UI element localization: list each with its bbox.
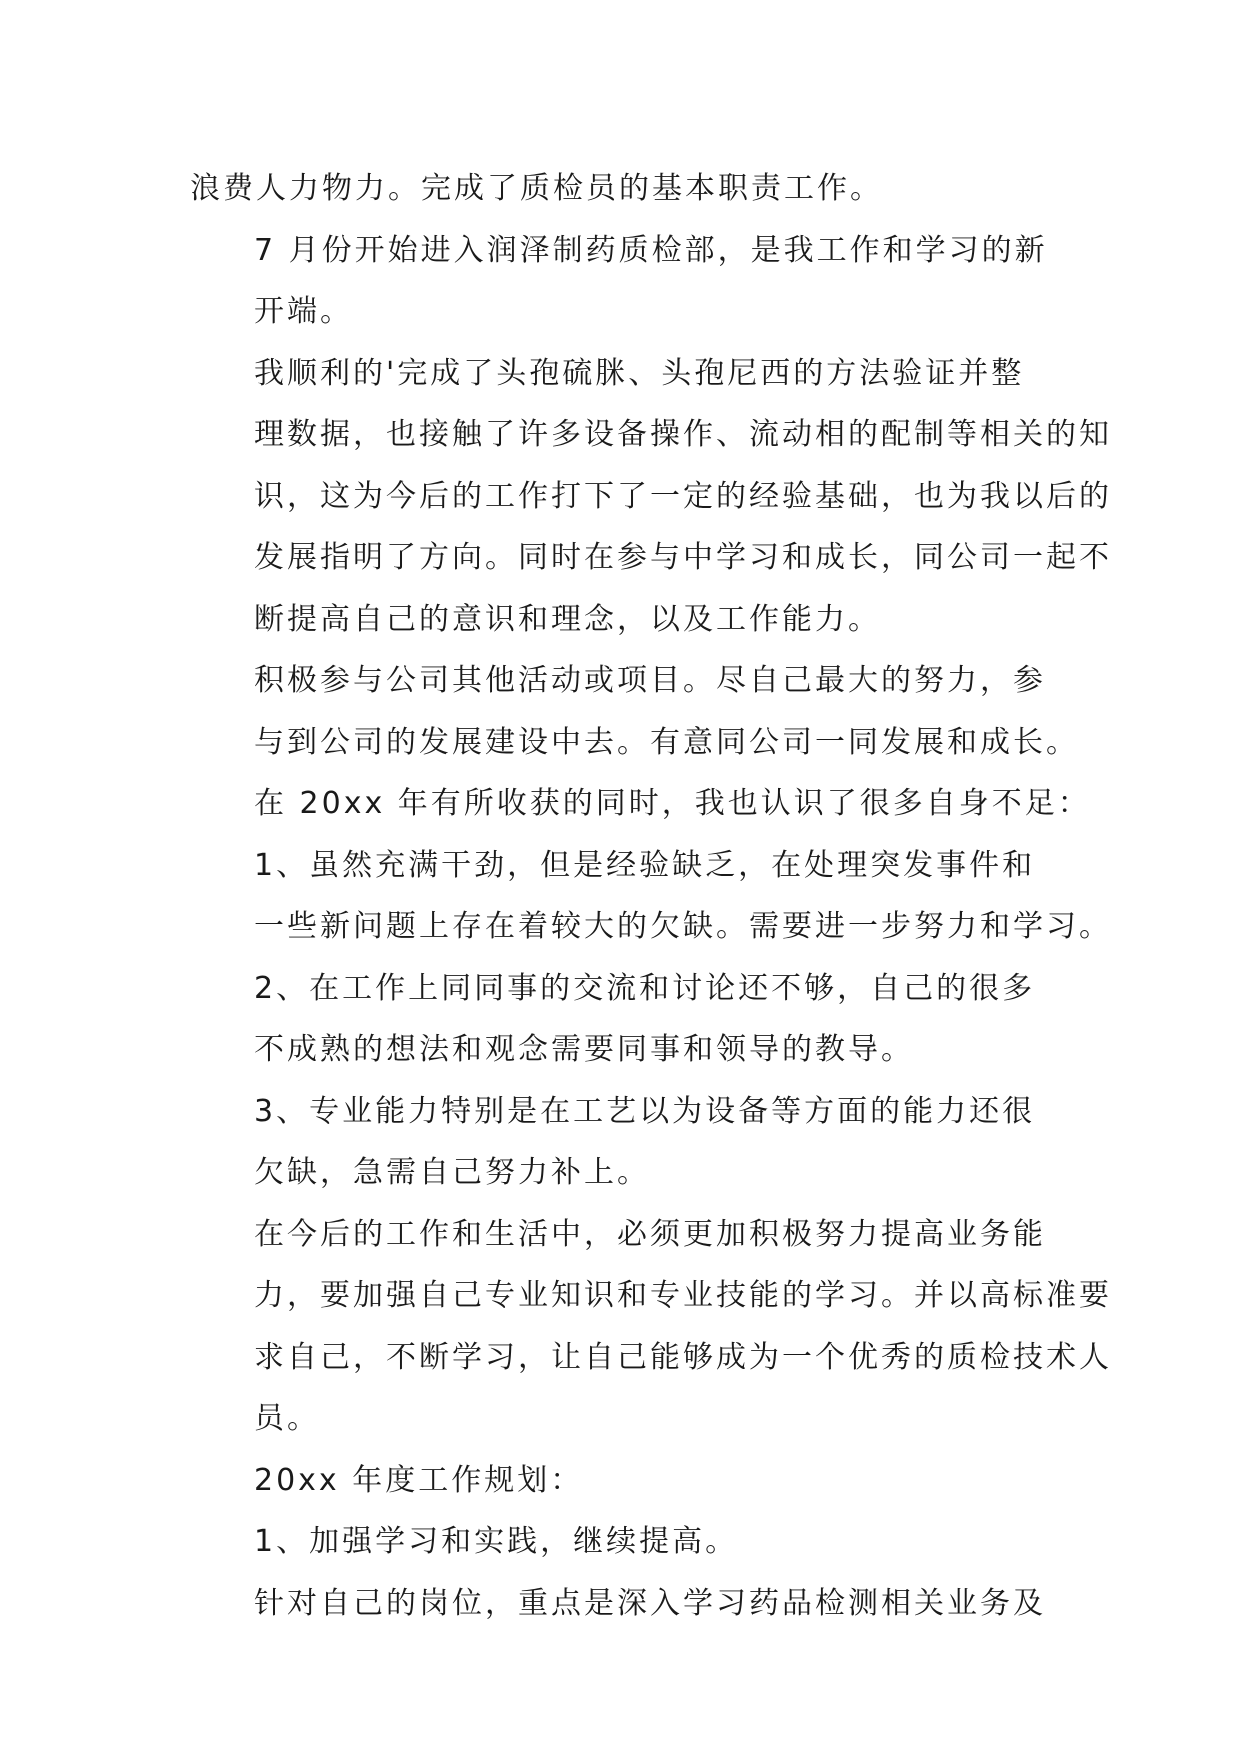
text-line: 开端。: [254, 294, 353, 329]
paragraph: [190, 1204, 1112, 1450]
text-line: 针对自己的岗位，重点是深入学习药品检测相关业务及: [254, 1585, 1046, 1621]
text-line: 断提高自己的意识和理念，以及工作能力。: [254, 601, 881, 637]
text-line: 理数据，也接触了许多设备操作、流动相的配制等相关的知: [254, 417, 1112, 452]
text-line: 3、专业能力特别是在工艺以为设备等方面的能力还很: [254, 1093, 1036, 1129]
paragraph: [190, 1511, 1050, 1573]
text-line: 力，要加强自己专业知识和专业技能的学习。并以高标准要: [254, 1278, 1112, 1313]
text-line: 在今后的工作和生活中，必须更加积极努力提高业务能: [254, 1216, 1046, 1252]
text-line: 在 20xx 年有所收获的同时，我也认识了很多自身不足：: [254, 786, 1091, 821]
text-line: 浪费人力物力。完成了质检员的基本职责工作。: [190, 171, 883, 206]
text-line: 我顺利的'完成了头孢硫脒、头孢尼西的方法验证并整: [254, 355, 1025, 391]
paragraph: [190, 1573, 1050, 1635]
text-line: 1、加强学习和实践，继续提高。: [254, 1524, 739, 1559]
paragraph: [190, 1081, 1050, 1204]
text-line: 不成熟的想法和观念需要同事和领导的教导。: [254, 1032, 914, 1067]
text-line: 一些新问题上存在着较大的欠缺。需要进一步努力和学习。: [254, 909, 1112, 944]
text-line: 识，这为今后的工作打下了一定的经验基础，也为我以后的: [254, 478, 1112, 514]
text-line: 求自己，不断学习，让自己能够成为一个优秀的质检技术人: [254, 1339, 1112, 1375]
text-line: 2、在工作上同同事的交流和讨论还不够，自己的很多: [254, 970, 1036, 1006]
text-line: 与到公司的发展建设中去。有意同公司一同发展和成长。: [254, 724, 1079, 760]
text-line: 积极参与公司其他活动或项目。尽自己最大的努力，参: [254, 663, 1046, 698]
paragraph: [190, 773, 1091, 835]
text-line: 20xx 年度工作规划：: [254, 1462, 584, 1498]
paragraph: [190, 958, 1050, 1081]
text-line: 发展指明了方向。同时在参与中学习和成长，同公司一起不: [254, 540, 1112, 575]
paragraph: [190, 158, 1050, 220]
paragraph: [190, 220, 1050, 343]
text-line: 欠缺，急需自己努力补上。: [254, 1155, 650, 1190]
document-body: [190, 158, 1112, 1634]
paragraph: [190, 650, 1079, 773]
text-line: 员。: [254, 1401, 320, 1436]
paragraph: [190, 1450, 1050, 1512]
text-line: 1、虽然充满干劲，但是经验缺乏，在处理突发事件和: [254, 847, 1036, 883]
paragraph: [190, 343, 1112, 651]
text-line: 7 月份开始进入润泽制药质检部，是我工作和学习的新: [254, 232, 1048, 268]
paragraph: [190, 835, 1112, 958]
